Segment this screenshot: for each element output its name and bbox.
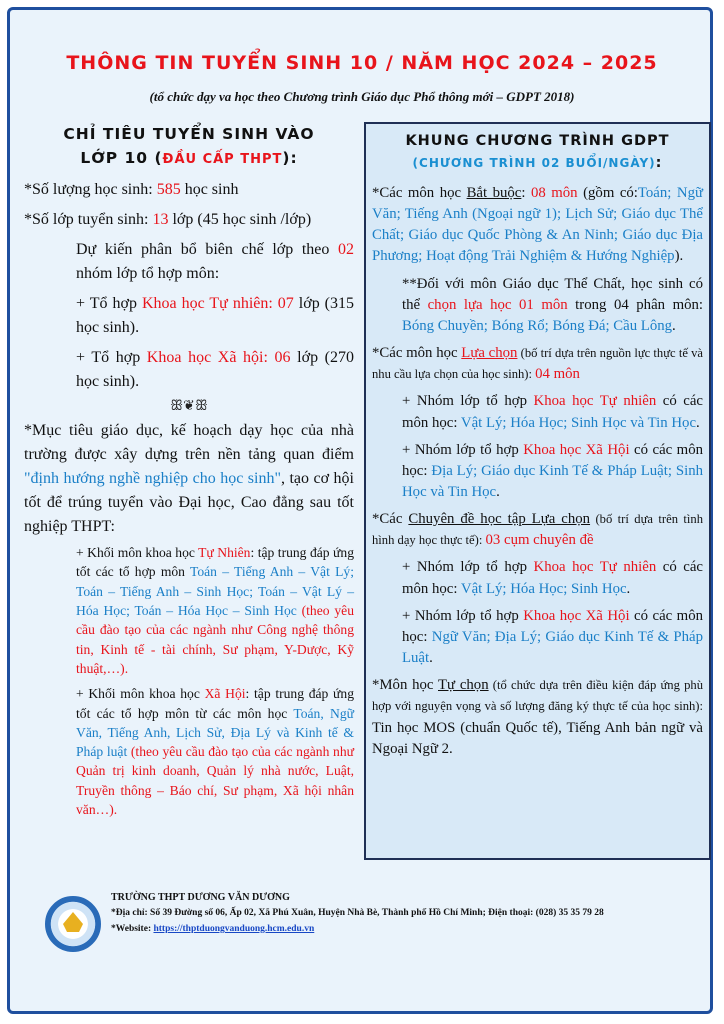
natural-science-group: + Tổ hợp Khoa học Tự nhiên: 07 lớp (315 học sinh).: [76, 295, 355, 337]
page-title: THÔNG TIN TUYỂN SINH 10 / NĂM HỌC 2024 – 2025: [66, 52, 658, 74]
topic-clusters: *Các Chuyên đề học tập Lựa chọn (bố trí dựa trên tình hình dạy học thực tế): 03 cụm chuyên đề: [372, 511, 703, 549]
school-name: TRƯỜNG THPT DƯƠNG VĂN DƯƠNG: [111, 892, 290, 903]
student-count: *Số lượng học sinh: 585 học sinh: [24, 181, 239, 199]
curriculum-header: KHUNG CHƯƠNG TRÌNH GDPT (CHƯƠNG TRÌNH 02 BUỔI/NGÀY):: [405, 133, 670, 172]
class-plan: Dự kiến phân bổ biên chế lớp theo 02 nhóm lớp tổ hợp môn:: [76, 241, 354, 283]
natural-science-block: + Khối môn khoa học Tự Nhiên: tập trung đáp ứng tốt các tổ hợp môn Toán – Tiếng Anh – Vật Lý; Toán – Tiếng Anh – Sinh Học; Toán – Vật Lý – Hóa Học; Toán – Hóa Học – Sinh Học (theo yêu cầu đào tạo của các ngành như Công nghệ thông tin, Kinh tế - tài chính, Sư phạm, Y-Dược, Kỹ thuật,…).: [76, 545, 355, 676]
topic-social-group: + Nhóm lớp tổ hợp Khoa học Xã Hội có các môn học: Ngữ Văn; Địa Lý; Giáo dục Kinh Tế & Pháp Luật.: [402, 607, 703, 667]
elective-subjects: *Các môn học Lựa chọn (bố trí dựa trên nguồn lực thực tế và nhu cầu lựa chọn của học sinh): 04 môn: [372, 345, 703, 383]
ornament-divider: ꕥ❦ꕥ: [170, 398, 208, 415]
education-goal: *Mục tiêu giáo dục, kế hoạch dạy học của nhà trường được xây dựng trên nền tảng quan điểm "định hướng nghề nghiệp cho học sinh", tạo cơ hội tốt để trúng tuyển vào Đại học, Cao đẳng sau tốt nghiệp THPT:: [24, 422, 354, 536]
website-link[interactable]: https://thptduongvanduong.hcm.edu.vn: [153, 924, 315, 934]
topic-natural-group: + Nhóm lớp tổ hợp Khoa học Tự nhiên có các môn học: Vật Lý; Hóa Học; Sinh Học.: [402, 559, 703, 597]
school-website: *Website: https://thptduongvanduong.hcm.edu.vn: [111, 924, 315, 934]
curriculum-box: [364, 122, 711, 860]
class-count: *Số lớp tuyển sinh: 13 lớp (45 học sinh /lớp): [24, 211, 312, 229]
physical-education-note: **Đối với môn Giáo dục Thể Chất, học sinh có thể chọn lựa học 01 môn trong 04 phân môn: Bóng Chuyền; Bóng Rổ; Bóng Đá; Cầu Lông.: [402, 275, 703, 334]
enrollment-header: CHỈ TIÊU TUYỂN SINH VÀO LỚP 10 (ĐẦU CẤP THPT):: [63, 125, 315, 168]
page-subtitle: (tổ chức dạy va học theo Chương trình Giáo dục Phổ thông mới – GDPT 2018): [149, 89, 575, 104]
required-subjects: *Các môn học Bắt buộc: 08 môn (gồm có:Toán; Ngữ Văn; Tiếng Anh (Ngoại ngữ 1); Lịch Sử; Giáo dục Thể Chất; Giáo dục Quốc Phòng & An Ninh; Giáo dục Địa Phương; Hoạt động Trải Nghiệm & Hướng Nghiệp).: [372, 184, 703, 265]
optional-subjects: *Môn học Tự chọn (tổ chức dựa trên điều kiện đáp ứng phù hợp với nguyện vọng và số lượng đăng ký thực tế của học sinh): Tin học MOS (chuẩn Quốc tế), Tiếng Anh bản ngữ và Ngoại Ngữ 2.: [372, 677, 703, 757]
enrollment-column: [24, 122, 354, 819]
elective-natural-group: + Nhóm lớp tổ hợp Khoa học Tự nhiên có các môn học: Vật Lý; Hóa Học; Sinh Học và Tin Học.: [402, 393, 703, 431]
school-address: *Địa chỉ: Số 39 Đường số 06, Ấp 02, Xã Phú Xuân, Huyện Nhà Bè, Thành phố Hồ Chí Minh; Điện thoại: (028) 35 35 79 28: [111, 908, 604, 918]
elective-social-group: + Nhóm lớp tổ hợp Khoa học Xã Hội có các môn học: Địa Lý; Giáo dục Kinh Tế & Pháp Luật; Sinh Học và Tin Học.: [402, 441, 703, 500]
school-logo-icon: [45, 896, 101, 952]
social-science-block: + Khối môn khoa học Xã Hội: tập trung đáp ứng tốt các tổ hợp môn từ các môn học Toán, Ngữ Văn, Tiếng Anh, Lịch Sử, Địa Lý và Kinh tế & Pháp luật (theo yêu cầu đào tạo của các ngành như Quản trị kinh doanh, Quản lý nhà nước, Luật, Truyền thông – Báo chí, Sư phạm, Xã hội nhân văn…).: [76, 686, 354, 818]
social-science-group: + Tổ hợp Khoa học Xã hội: 06 lớp (270 học sinh).: [76, 349, 354, 391]
